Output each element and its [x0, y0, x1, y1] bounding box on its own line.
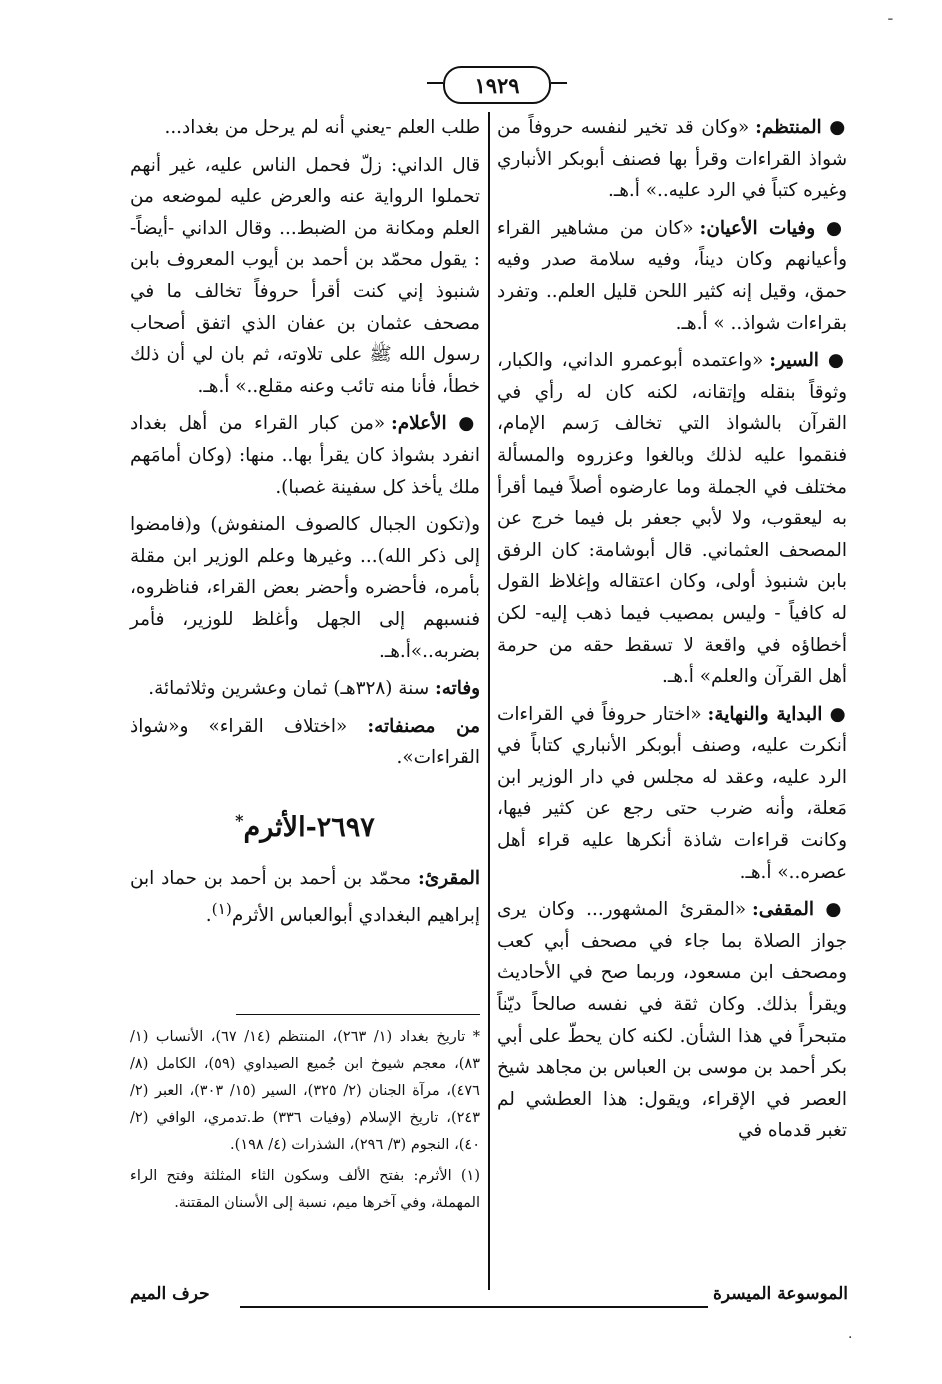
- entry-heading: [130, 804, 480, 845]
- bullet-icon: ●: [829, 117, 847, 138]
- column-divider: [488, 112, 490, 1290]
- death-label: وفاته:: [434, 678, 480, 700]
- right-paragraph-2: [497, 213, 847, 339]
- footnotes: [130, 1024, 480, 1221]
- death-info: [130, 673, 480, 705]
- paragraph-text: قال الداني: زلّ فحمل الناس عليه، غير أنهم تحملوا الرواية عنه والعرض عليه لموضعه من العلم ومكانة من الضبط... وقال الداني -أيضاً- : يقول محمّد بن أحمد بن أيوب المعروف بابن شنبوذ إني كنت أقرأ حروفاً تخالف ما في مصحف عثمان بن عفان الذي اتفق أصحاب رسول الله ﷺ على تلاوته، ثم بان لي أن ذلك خطأ، فأنا منه تائب وعنه مقلع..» أ.هـ.: [130, 154, 480, 397]
- paragraph-text: «المقرئ المشهور... وكان يرى جواز الصلاة بما جاء في مصحف أبي كعب ومصحف ابن مسعود، وربما صح في الأحاديث ويقرأ بذلك. وكان ثقة في نفسه صالحاً ديّناً متبحراً في هذا الشأن. لكنه كان يحطّ على أبي بكر أحمد بن موسى بن العباس بن مجاهد شيخ العصر في الإقراء، ويقول: هذا العطشي لم تغبر قدماه في: [497, 899, 847, 1142]
- bullet-icon: ●: [829, 703, 847, 725]
- left-column: [130, 112, 480, 938]
- bullet-icon: ●: [458, 413, 480, 435]
- scan-speck-icon: ·: [848, 1330, 853, 1346]
- footnote-1: (١) الأثرم: بفتح الألف وسكون الثاء المثلثة وفتح الراء المهملة، وفي آخرها ميم، نسبة إلى الأسنان المقتنة.: [130, 1168, 480, 1211]
- entry-heading-mark: *: [235, 810, 244, 830]
- left-paragraph-4: [130, 509, 480, 667]
- death-text: سنة (٣٢٨هـ) ثمان وعشرين وثلاثمائة.: [148, 678, 435, 700]
- bullet-icon: ●: [825, 217, 847, 239]
- footer-section: حرف الميم: [130, 1284, 210, 1304]
- source-label: الأعلام:: [390, 413, 447, 435]
- entry-tail: .: [205, 905, 212, 927]
- paragraph-text: و(تكون الجبال كالصوف المنفوش) و(فامضوا إلى ذكر الله)... وغيرها وعلم الوزير ابن مقلة بأمره، فأحضره وأحضر بعض القراء، فناظروه، فنسبهم إلى الجهل وأغلظ للوزير، فأمر بضربه..»أ.هـ.: [130, 514, 480, 662]
- bullet-icon: ●: [827, 350, 847, 372]
- works-text: «اختلاف القراء» و«شواذ القراءات».: [130, 715, 480, 769]
- works-info: [130, 711, 480, 774]
- footer-rule: [240, 1306, 708, 1308]
- right-paragraph-3: [497, 345, 847, 693]
- right-paragraph-4: [497, 699, 847, 889]
- entry-heading-text: ٢٦٩٧-الأثرم: [243, 811, 375, 843]
- paragraph-text: «واعتمده أبوعمرو الداني، والكبار، وثوقاً بنقله وإتقانه، لكنه كان له رأي في القرآن بالشواذ التي تخالف رَسم الإمام، فنقموا عليه لذلك وبالغوا وعزروه والمسألة مختلف في الجملة وما عارضوه أصلاً فيما أقرأ به ليعقوب، ولا لأبي جعفر بل فيما خرج عن المصحف العثماني. قال أبوشامة: كان الرفق بابن شنبوذ أولى، وكان اعتقاله وإغلاظ القول له كافياً - وليس بمصيب فيما ذهب إليه- لكن أخطاؤه في واقعة لا تسقط حقه من حرمة أهل القرآن والعلم» أ.هـ.: [497, 350, 847, 688]
- paragraph-text: «اختار حروفاً في القراءات أنكرت عليه، وصنف أبوبكر الأنباري كتاباً في الرد عليه، وعقد له مجلس في دار الوزير ابن مَعلة، وأنه ضرب حتى رجع عن كثير فيها، وكانت قراءات شاذة أنكرها عليه قراء أهل عصره..» أ.هـ.: [497, 703, 847, 883]
- page-number-frame: [443, 66, 551, 104]
- paragraph-text: «من كبار القراء من أهل بغداد انفرد بشواذ كان يقرأ بها.. منها: (وكان أمامَهم ملك يأخذ كل سفينة غصبا).: [130, 413, 480, 498]
- scan-speck-icon: ╶: [884, 12, 893, 28]
- footnote-ref: (١): [211, 900, 232, 919]
- paragraph-text: «كان من مشاهير القراء وأعيانهم وكان ديناً، وفيه سلامة صدر وفيه حمق، وقيل إنه كثير اللحن قليل العلم.. وتفرد بقراءات شواذ.. » أ.هـ.: [497, 217, 847, 334]
- source-label: المنتظم:: [755, 117, 822, 138]
- bullet-icon: ●: [825, 899, 847, 921]
- paragraph-text: «وكان قد تخير لنفسه حروفاً من شواذ القراءات وقرأ بها فصنف أبوبكر الأنباري وغيره كتباً في الرد عليه..» أ.هـ.: [497, 117, 847, 202]
- footer: [130, 1284, 848, 1314]
- paragraph-text: طلب العلم -يعني أنه لم يرحل من بغداد...: [164, 117, 480, 138]
- entry-text: محمّد بن أحمد بن أحمد بن حماد ابن إبراهيم البغدادي أبوالعباس الأثرم: [130, 867, 480, 927]
- source-label: المقفى:: [751, 899, 815, 921]
- footnote-rule: [236, 1014, 480, 1015]
- right-paragraph-5: [497, 894, 847, 1147]
- right-paragraph-1: [497, 112, 847, 207]
- source-label: وفيات الأعيان:: [699, 217, 816, 239]
- left-paragraph-2: [130, 150, 480, 403]
- entry-label: المقرئ:: [418, 867, 480, 889]
- source-label: البداية والنهاية:: [707, 703, 823, 725]
- left-paragraph-1: [130, 112, 480, 144]
- right-column: [497, 112, 847, 1153]
- source-label: السير:: [769, 350, 819, 372]
- footer-title: الموسوعة الميسرة: [712, 1284, 848, 1304]
- footnote-sources: * تاريخ بغداد (١/ ٢٦٣)، المنتظم (١٤/ ٦٧)، الأنساب (١/ ٨٣)، معجم شيوخ ابن جُميع الصيداوي (٥٩)، الكامل (٨/ ٤٧٦)، مرآة الجنان (٢/ ٣٢٥)، السير (١٥/ ٣٠٣)، العبر (٢/ ٢٤٣)، تاريخ الإسلام (وفيات ٣٣٦) ط.تدمري، الوافي (٢/ ٤٠)، النجوم (٣/ ٢٩٦)، الشذرات (٤/ ١٩٨).: [130, 1029, 481, 1153]
- page-number: ١٩٢٩: [474, 72, 520, 98]
- entry-paragraph: [130, 863, 480, 932]
- works-label: من مصنفاته:: [367, 715, 481, 737]
- left-paragraph-3: [130, 408, 480, 503]
